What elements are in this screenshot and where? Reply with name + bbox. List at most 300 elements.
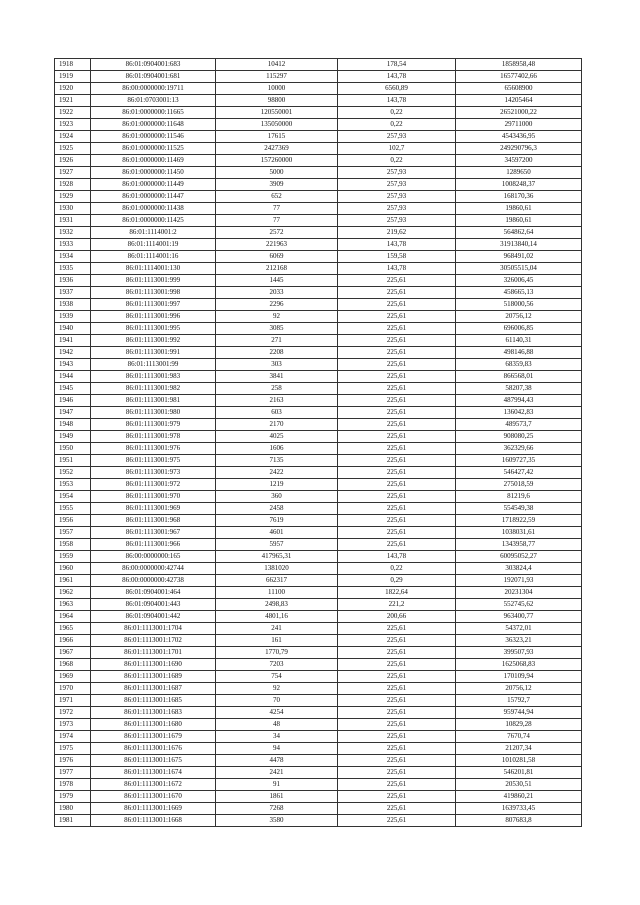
- area-cell: 754: [216, 671, 338, 683]
- table-row: [55, 395, 582, 407]
- cadastral-number-cell: 86:01:0000000:11469: [91, 155, 216, 167]
- table-row: [55, 239, 582, 251]
- cadastral-value-cell: 19860,61: [456, 203, 582, 215]
- specific-value-cell: 225,61: [338, 419, 456, 431]
- row-number-cell: 1972: [55, 707, 91, 719]
- specific-value-cell: 257,93: [338, 131, 456, 143]
- cadastral-number-cell: 86:01:1113001:997: [91, 299, 216, 311]
- table-row: [55, 71, 582, 83]
- area-cell: 2498,83: [216, 599, 338, 611]
- table-row: [55, 503, 582, 515]
- area-cell: 2427369: [216, 143, 338, 155]
- area-cell: 241: [216, 623, 338, 635]
- cadastral-number-cell: 86:01:1114001:130: [91, 263, 216, 275]
- table-row: [55, 431, 582, 443]
- specific-value-cell: 225,61: [338, 443, 456, 455]
- cadastral-number-cell: 86:01:1113001:1668: [91, 815, 216, 827]
- row-number-cell: 1973: [55, 719, 91, 731]
- specific-value-cell: 219,62: [338, 227, 456, 239]
- row-number-cell: 1967: [55, 647, 91, 659]
- cadastral-value-cell: 1718922,59: [456, 515, 582, 527]
- cadastral-value-cell: 58207,38: [456, 383, 582, 395]
- specific-value-cell: 225,61: [338, 323, 456, 335]
- row-number-cell: 1929: [55, 191, 91, 203]
- specific-value-cell: 200,66: [338, 611, 456, 623]
- area-cell: 157260000: [216, 155, 338, 167]
- row-number-cell: 1961: [55, 575, 91, 587]
- table-row: [55, 743, 582, 755]
- area-cell: 2572: [216, 227, 338, 239]
- row-number-cell: 1946: [55, 395, 91, 407]
- row-number-cell: 1918: [55, 59, 91, 71]
- area-cell: 4254: [216, 707, 338, 719]
- cadastral-number-cell: 86:01:1113001:1690: [91, 659, 216, 671]
- cadastral-value-cell: 34597200: [456, 155, 582, 167]
- table-row: [55, 455, 582, 467]
- cadastral-value-cell: 1609727,35: [456, 455, 582, 467]
- area-cell: 92: [216, 311, 338, 323]
- row-number-cell: 1939: [55, 311, 91, 323]
- cadastral-value-cell: 487994,43: [456, 395, 582, 407]
- cadastral-number-cell: 86:01:1113001:1674: [91, 767, 216, 779]
- specific-value-cell: 143,78: [338, 95, 456, 107]
- table-row: [55, 119, 582, 131]
- cadastral-number-cell: 86:01:1113001:1680: [91, 719, 216, 731]
- cadastral-number-cell: 86:00:0000000:19711: [91, 83, 216, 95]
- specific-value-cell: 0,29: [338, 575, 456, 587]
- cadastral-number-cell: 86:01:1114001:2: [91, 227, 216, 239]
- area-cell: 258: [216, 383, 338, 395]
- area-cell: 91: [216, 779, 338, 791]
- table-row: [55, 707, 582, 719]
- row-number-cell: 1955: [55, 503, 91, 515]
- cadastral-value-cell: 275018,59: [456, 479, 582, 491]
- cadastral-number-cell: 86:01:1113001:978: [91, 431, 216, 443]
- cadastral-value-cell: 192071,93: [456, 575, 582, 587]
- table-row: [55, 647, 582, 659]
- cadastral-value-cell: 16577402,66: [456, 71, 582, 83]
- cadastral-value-cell: 326006,45: [456, 275, 582, 287]
- cadastral-value-cell: 303824,4: [456, 563, 582, 575]
- area-cell: 10412: [216, 59, 338, 71]
- cadastral-number-cell: 86:01:1113001:970: [91, 491, 216, 503]
- specific-value-cell: 257,93: [338, 179, 456, 191]
- cadastral-number-cell: 86:01:1113001:983: [91, 371, 216, 383]
- cadastral-number-cell: 86:01:1113001:1702: [91, 635, 216, 647]
- row-number-cell: 1930: [55, 203, 91, 215]
- cadastral-value-cell: 65608900: [456, 83, 582, 95]
- cadastral-value-cell: 60095052,27: [456, 551, 582, 563]
- table-row: [55, 227, 582, 239]
- row-number-cell: 1948: [55, 419, 91, 431]
- area-cell: 7268: [216, 803, 338, 815]
- table-row: [55, 83, 582, 95]
- specific-value-cell: 225,61: [338, 359, 456, 371]
- specific-value-cell: 0,22: [338, 119, 456, 131]
- cadastral-value-cell: 807683,8: [456, 815, 582, 827]
- specific-value-cell: 257,93: [338, 167, 456, 179]
- cadastral-number-cell: 86:01:0000000:11525: [91, 143, 216, 155]
- area-cell: 94: [216, 743, 338, 755]
- area-cell: 3580: [216, 815, 338, 827]
- table-row: [55, 359, 582, 371]
- specific-value-cell: 225,61: [338, 383, 456, 395]
- specific-value-cell: 257,93: [338, 191, 456, 203]
- specific-value-cell: 0,22: [338, 107, 456, 119]
- cadastral-value-cell: 1625068,83: [456, 659, 582, 671]
- cadastral-value-cell: 959744,94: [456, 707, 582, 719]
- table-row: [55, 791, 582, 803]
- cadastral-number-cell: 86:01:0703001:13: [91, 95, 216, 107]
- area-cell: 1861: [216, 791, 338, 803]
- cadastral-value-cell: 1639733,45: [456, 803, 582, 815]
- row-number-cell: 1941: [55, 335, 91, 347]
- area-cell: 303: [216, 359, 338, 371]
- cadastral-value-cell: 14205464: [456, 95, 582, 107]
- specific-value-cell: 225,61: [338, 647, 456, 659]
- specific-value-cell: 257,93: [338, 215, 456, 227]
- table-row: [55, 611, 582, 623]
- area-cell: 2421: [216, 767, 338, 779]
- row-number-cell: 1980: [55, 803, 91, 815]
- table-row: [55, 167, 582, 179]
- cadastral-number-cell: 86:01:0000000:11665: [91, 107, 216, 119]
- area-cell: 4478: [216, 755, 338, 767]
- table-row: [55, 551, 582, 563]
- area-cell: 360: [216, 491, 338, 503]
- cadastral-number-cell: 86:01:1113001:1683: [91, 707, 216, 719]
- cadastral-number-cell: 86:01:1113001:99: [91, 359, 216, 371]
- row-number-cell: 1951: [55, 455, 91, 467]
- table-row: [55, 491, 582, 503]
- table-row: [55, 671, 582, 683]
- specific-value-cell: 178,54: [338, 59, 456, 71]
- cadastral-value-cell: 20530,51: [456, 779, 582, 791]
- cadastral-value-cell: 1010281,58: [456, 755, 582, 767]
- row-number-cell: 1949: [55, 431, 91, 443]
- specific-value-cell: 225,61: [338, 395, 456, 407]
- row-number-cell: 1954: [55, 491, 91, 503]
- row-number-cell: 1932: [55, 227, 91, 239]
- specific-value-cell: 225,61: [338, 335, 456, 347]
- table-row: [55, 215, 582, 227]
- row-number-cell: 1981: [55, 815, 91, 827]
- cadastral-number-cell: 86:01:1113001:1679: [91, 731, 216, 743]
- cadastral-number-cell: 86:00:0000000:165: [91, 551, 216, 563]
- table-row: [55, 107, 582, 119]
- table-row: [55, 623, 582, 635]
- area-cell: 34: [216, 731, 338, 743]
- row-number-cell: 1966: [55, 635, 91, 647]
- area-cell: 2170: [216, 419, 338, 431]
- row-number-cell: 1923: [55, 119, 91, 131]
- cadastral-value-cell: 15792,7: [456, 695, 582, 707]
- cadastral-number-cell: 86:01:1113001:967: [91, 527, 216, 539]
- cadastral-number-cell: 86:01:1113001:1676: [91, 743, 216, 755]
- row-number-cell: 1945: [55, 383, 91, 395]
- table-row: [55, 767, 582, 779]
- row-number-cell: 1971: [55, 695, 91, 707]
- cadastral-value-cell: 1289650: [456, 167, 582, 179]
- cadastral-value-cell: 29711000: [456, 119, 582, 131]
- cadastral-value-cell: 26521000,22: [456, 107, 582, 119]
- table-row: [55, 251, 582, 263]
- cadastral-value-cell: 20756,12: [456, 683, 582, 695]
- area-cell: 1606: [216, 443, 338, 455]
- cadastral-number-cell: 86:01:1113001:999: [91, 275, 216, 287]
- specific-value-cell: 225,61: [338, 635, 456, 647]
- cadastral-number-cell: 86:01:0000000:11438: [91, 203, 216, 215]
- specific-value-cell: 225,61: [338, 707, 456, 719]
- cadastral-number-cell: 86:01:1113001:979: [91, 419, 216, 431]
- row-number-cell: 1934: [55, 251, 91, 263]
- area-cell: 417965,31: [216, 551, 338, 563]
- table-row: [55, 803, 582, 815]
- area-cell: 77: [216, 215, 338, 227]
- area-cell: 652: [216, 191, 338, 203]
- table-row: [55, 527, 582, 539]
- table-row: [55, 683, 582, 695]
- cadastral-number-cell: 86:01:1114001:16: [91, 251, 216, 263]
- area-cell: 120550001: [216, 107, 338, 119]
- cadastral-number-cell: 86:01:0000000:11425: [91, 215, 216, 227]
- cadastral-number-cell: 86:01:1113001:973: [91, 467, 216, 479]
- row-number-cell: 1947: [55, 407, 91, 419]
- area-cell: 98800: [216, 95, 338, 107]
- row-number-cell: 1974: [55, 731, 91, 743]
- area-cell: 271: [216, 335, 338, 347]
- cadastral-value-cell: 30505515,04: [456, 263, 582, 275]
- area-cell: 5000: [216, 167, 338, 179]
- row-number-cell: 1920: [55, 83, 91, 95]
- cadastral-value-cell: 20756,12: [456, 311, 582, 323]
- area-cell: 603: [216, 407, 338, 419]
- specific-value-cell: 225,61: [338, 659, 456, 671]
- cadastral-number-cell: 86:01:1113001:1701: [91, 647, 216, 659]
- specific-value-cell: 225,61: [338, 539, 456, 551]
- cadastral-number-cell: 86:01:1113001:1687: [91, 683, 216, 695]
- row-number-cell: 1959: [55, 551, 91, 563]
- specific-value-cell: 143,78: [338, 239, 456, 251]
- area-cell: 2163: [216, 395, 338, 407]
- specific-value-cell: 225,61: [338, 347, 456, 359]
- cadastral-number-cell: 86:01:1113001:975: [91, 455, 216, 467]
- area-cell: 77: [216, 203, 338, 215]
- cadastral-value-cell: 968491,02: [456, 251, 582, 263]
- cadastral-number-cell: 86:01:0000000:11648: [91, 119, 216, 131]
- specific-value-cell: 225,61: [338, 815, 456, 827]
- specific-value-cell: 225,61: [338, 803, 456, 815]
- table-row: [55, 695, 582, 707]
- cadastral-number-cell: 86:01:1113001:1675: [91, 755, 216, 767]
- specific-value-cell: 257,93: [338, 203, 456, 215]
- area-cell: 4801,16: [216, 611, 338, 623]
- specific-value-cell: 225,61: [338, 791, 456, 803]
- specific-value-cell: 225,61: [338, 503, 456, 515]
- specific-value-cell: 225,61: [338, 371, 456, 383]
- cadastral-value-cell: 1858958,48: [456, 59, 582, 71]
- specific-value-cell: 225,61: [338, 455, 456, 467]
- cadastral-value-cell: 168170,36: [456, 191, 582, 203]
- specific-value-cell: 0,22: [338, 155, 456, 167]
- cadastral-value-cell: 546201,81: [456, 767, 582, 779]
- cadastral-number-cell: 86:01:0000000:11546: [91, 131, 216, 143]
- specific-value-cell: 225,61: [338, 743, 456, 755]
- cadastral-number-cell: 86:00:0000000:42738: [91, 575, 216, 587]
- cadastral-value-cell: 458665,13: [456, 287, 582, 299]
- cadastral-value-cell: 81219,6: [456, 491, 582, 503]
- cadastral-number-cell: 86:01:1113001:1689: [91, 671, 216, 683]
- cadastral-value-cell: 7670,74: [456, 731, 582, 743]
- table-row: [55, 587, 582, 599]
- table-row: [55, 155, 582, 167]
- specific-value-cell: 6560,89: [338, 83, 456, 95]
- specific-value-cell: 225,61: [338, 767, 456, 779]
- cadastral-value-cell: 552745,62: [456, 599, 582, 611]
- specific-value-cell: 225,61: [338, 779, 456, 791]
- table-row: [55, 779, 582, 791]
- area-cell: 221963: [216, 239, 338, 251]
- row-number-cell: 1933: [55, 239, 91, 251]
- cadastral-number-cell: 86:01:1114001:19: [91, 239, 216, 251]
- cadastral-number-cell: 86:01:1113001:992: [91, 335, 216, 347]
- table-row: [55, 479, 582, 491]
- cadastral-number-cell: 86:01:1113001:1672: [91, 779, 216, 791]
- area-cell: 3909: [216, 179, 338, 191]
- row-number-cell: 1938: [55, 299, 91, 311]
- row-number-cell: 1956: [55, 515, 91, 527]
- specific-value-cell: 225,61: [338, 695, 456, 707]
- area-cell: 5957: [216, 539, 338, 551]
- area-cell: 212168: [216, 263, 338, 275]
- cadastral-number-cell: 86:01:1113001:991: [91, 347, 216, 359]
- row-number-cell: 1969: [55, 671, 91, 683]
- row-number-cell: 1931: [55, 215, 91, 227]
- cadastral-number-cell: 86:01:1113001:972: [91, 479, 216, 491]
- cadastral-number-cell: 86:01:1113001:982: [91, 383, 216, 395]
- cadastral-value-cell: 136042,83: [456, 407, 582, 419]
- table-row: [55, 407, 582, 419]
- area-cell: 17615: [216, 131, 338, 143]
- cadastral-value-cell: 36323,21: [456, 635, 582, 647]
- cadastral-value-cell: 19860,61: [456, 215, 582, 227]
- cadastral-number-cell: 86:01:0000000:11447: [91, 191, 216, 203]
- area-cell: 1770,79: [216, 647, 338, 659]
- row-number-cell: 1922: [55, 107, 91, 119]
- specific-value-cell: 225,61: [338, 719, 456, 731]
- cadastral-value-cell: 866568,01: [456, 371, 582, 383]
- specific-value-cell: 225,61: [338, 683, 456, 695]
- cadastral-value-cell: 399507,93: [456, 647, 582, 659]
- cadastral-number-cell: 86:00:0000000:42744: [91, 563, 216, 575]
- row-number-cell: 1962: [55, 587, 91, 599]
- table-row: [55, 275, 582, 287]
- specific-value-cell: 225,61: [338, 755, 456, 767]
- cadastral-number-cell: 86:01:1113001:981: [91, 395, 216, 407]
- table-row: [55, 131, 582, 143]
- table-row: [55, 419, 582, 431]
- specific-value-cell: 102,7: [338, 143, 456, 155]
- specific-value-cell: 225,61: [338, 479, 456, 491]
- cadastral-value-cell: 1008248,37: [456, 179, 582, 191]
- row-number-cell: 1927: [55, 167, 91, 179]
- specific-value-cell: 225,61: [338, 623, 456, 635]
- specific-value-cell: 225,61: [338, 527, 456, 539]
- table-row: [55, 731, 582, 743]
- table-row: [55, 347, 582, 359]
- cadastral-number-cell: 86:01:1113001:968: [91, 515, 216, 527]
- table-row: [55, 383, 582, 395]
- table-row: [55, 311, 582, 323]
- table-row: [55, 815, 582, 827]
- specific-value-cell: 143,78: [338, 71, 456, 83]
- cadastral-value-cell: 696006,85: [456, 323, 582, 335]
- area-cell: 11100: [216, 587, 338, 599]
- area-cell: 48: [216, 719, 338, 731]
- table-row: [55, 203, 582, 215]
- cadastral-number-cell: 86:01:0904001:442: [91, 611, 216, 623]
- area-cell: 7619: [216, 515, 338, 527]
- cadastral-value-cell: 362329,66: [456, 443, 582, 455]
- cadastral-number-cell: 86:01:1113001:1704: [91, 623, 216, 635]
- specific-value-cell: 225,61: [338, 671, 456, 683]
- table-row: [55, 95, 582, 107]
- specific-value-cell: 0,22: [338, 563, 456, 575]
- row-number-cell: 1921: [55, 95, 91, 107]
- area-cell: 1381020: [216, 563, 338, 575]
- row-number-cell: 1953: [55, 479, 91, 491]
- specific-value-cell: 225,61: [338, 467, 456, 479]
- row-number-cell: 1950: [55, 443, 91, 455]
- row-number-cell: 1924: [55, 131, 91, 143]
- specific-value-cell: 225,61: [338, 491, 456, 503]
- table-row: [55, 335, 582, 347]
- cadastral-value-cell: 249290796,3: [456, 143, 582, 155]
- row-number-cell: 1925: [55, 143, 91, 155]
- area-cell: 2208: [216, 347, 338, 359]
- specific-value-cell: 225,61: [338, 431, 456, 443]
- cadastral-number-cell: 86:01:0904001:683: [91, 59, 216, 71]
- row-number-cell: 1975: [55, 743, 91, 755]
- cadastral-number-cell: 86:01:1113001:980: [91, 407, 216, 419]
- table-body: [55, 59, 582, 827]
- cadastral-number-cell: 86:01:1113001:1670: [91, 791, 216, 803]
- area-cell: 2033: [216, 287, 338, 299]
- specific-value-cell: 221,2: [338, 599, 456, 611]
- row-number-cell: 1936: [55, 275, 91, 287]
- area-cell: 70: [216, 695, 338, 707]
- specific-value-cell: 225,61: [338, 311, 456, 323]
- cadastral-value-cell: 31913840,14: [456, 239, 582, 251]
- area-cell: 2296: [216, 299, 338, 311]
- area-cell: 10000: [216, 83, 338, 95]
- area-cell: 3085: [216, 323, 338, 335]
- specific-value-cell: 225,61: [338, 515, 456, 527]
- specific-value-cell: 225,61: [338, 299, 456, 311]
- table-row: [55, 299, 582, 311]
- area-cell: 1219: [216, 479, 338, 491]
- cadastral-value-cell: 4543436,95: [456, 131, 582, 143]
- table-row: [55, 143, 582, 155]
- table-row: [55, 755, 582, 767]
- cadastral-number-cell: 86:01:0904001:464: [91, 587, 216, 599]
- table-row: [55, 659, 582, 671]
- table-row: [55, 371, 582, 383]
- row-number-cell: 1942: [55, 347, 91, 359]
- cadastral-value-cell: 498146,88: [456, 347, 582, 359]
- row-number-cell: 1978: [55, 779, 91, 791]
- cadastral-value-cell: 546427,42: [456, 467, 582, 479]
